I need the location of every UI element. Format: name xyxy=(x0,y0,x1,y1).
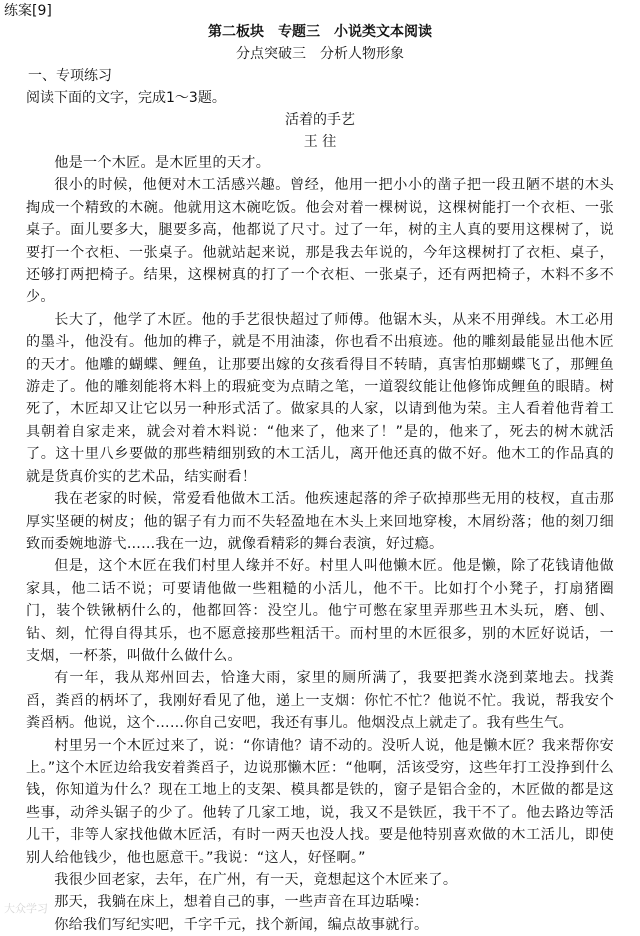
paragraph: 你给我们写纪实吧，千字千元，找个新闻，编点故事就行。 xyxy=(54,916,429,933)
exercise-label: 练案[9] xyxy=(4,3,52,19)
story-title: 活着的手艺 xyxy=(285,112,355,128)
paragraph: 村里另一个木匠过来了，说：“你请他？请不动的。没听人说，他是懒木匠？我来帮你安上。”这个木匠边给我安着粪舀子，边说那懒木匠：“他啊，活该受穷，这些年打工没挣到什么钱，你知道为什么？现在工地上的支架、模具都是铁的，窗子是铝合金的，木匠做的都是这些事，动斧头锯子的少了。他转了几家工地，说，我又不是铁匠，我干不了。他去路边等活儿干，非等人家找他做木匠活，有时一两天也没人找。要是他特别喜欢做的木工活儿，即使别人给他钱少，他也愿意干。”我说：“这人，好怪啊。” xyxy=(26,737,614,866)
story-author: 王 往 xyxy=(303,134,337,150)
story-body xyxy=(26,152,614,936)
paragraph: 有一年，我从郑州回去，恰逢大雨，家里的厕所满了，我要把粪水浇到菜地去。找粪舀，粪舀的柄坏了，我刚好看见了他，递上一支烟：你忙不忙？他说不忙。我说，帮我安个粪舀柄。他说，这个……你自己安吧，我还有事儿。他烟没点上就走了。我有些生气。 xyxy=(26,670,614,732)
paragraph: 长大了，他学了木匠。他的手艺很快超过了师傅。他锯木头，从来不用弹线。木工必用的墨斗，他没有。他加的榫子，就是不用油漆，你也看不出痕迹。他的雕刻最能显出他木匠的天才。他雕的蝴蝶、鲤鱼，让那要出嫁的女孩看得目不转睛，真害怕那蝴蝶飞了，那鲤鱼游走了。他的雕刻能将木料上的瑕疵变为点睛之笔，一道裂纹能让他修饰成鲤鱼的眼睛。树死了，木匠却又让它以另一种形式活了。做家具的人家，以请到他为荣。主人看着他背着工具朝着自家走来，就会对着木料说：“他来了，他来了！”是的，他来了，死去的树木就活了。这十里八乡要做的那些精细别致的木工活儿，离开他还真的做不好。他木工的作品真的就是货真价实的艺术品，结实耐看！ xyxy=(26,311,614,485)
paragraph: 那天，我躺在床上，想着自己的事，一些声音在耳边聒噪： xyxy=(54,894,429,911)
paragraph: 我在老家的时候，常爱看他做木工活。他疾速起落的斧子砍掉那些无用的枝杈，直击那厚实坚硬的树皮；他的锯子有力而不失轻盈地在木头上来回地穿梭，木屑纷落；他的刻刀细致而委婉地游弋……我在一边，就像看精彩的舞台表演，好过瘾。 xyxy=(26,491,614,552)
paragraph: 很小的时候，他便对木工活感兴趣。曾经，他用一把小小的凿子把一段丑陋不堪的木头掏成一个精致的木碗。他就用这木碗吃饭。他会对着一棵树说，这棵树能打一个衣柜、一张桌子。面儿要多大，腿要多高，他都说了尺寸。过了一年，树的主人真的要用这棵树了，说要打一个衣柜、一张桌子。他就站起来说，那是我去年说的，今年这棵树打了衣柜、桌子，还够打两把椅子。结果，这棵树真的打了一个衣柜、一张桌子，还有两把椅子，木料不多不少。 xyxy=(26,177,614,306)
section-title: 一、专项练习 xyxy=(28,68,112,84)
sub-heading: 分点突破三 分析人物形象 xyxy=(236,46,404,62)
paragraph: 但是，这个木匠在我们村里人缘并不好。村里人叫他懒木匠。他是懒，除了花钱请他做家具，他二话不说；可要请他做一些粗糙的小活儿，他不干。比如打个小凳子，打扇猪圈门，装个铁锹柄什么的，他都回答：没空儿。他宁可憋在家里弄那些丑木头玩，磨、刨、钻、刻，忙得自得其乐，也不愿意接那些粗活干。而村里的木匠很多，别的木匠好说话，一支烟，一杯茶，叫做什么做什么。 xyxy=(26,558,614,664)
reading-instruction: 阅读下面的文字，完成1～3题。 xyxy=(26,90,226,106)
unit-heading: 第二板块 专题三 小说类文本阅读 xyxy=(208,24,432,40)
paragraph: 他是一个木匠。是木匠里的天才。 xyxy=(54,155,271,171)
paragraph: 我很少回老家，去年，在广州，有一天，竟想起这个木匠来了。 xyxy=(54,872,458,888)
watermark: 大众学习 xyxy=(4,902,48,915)
